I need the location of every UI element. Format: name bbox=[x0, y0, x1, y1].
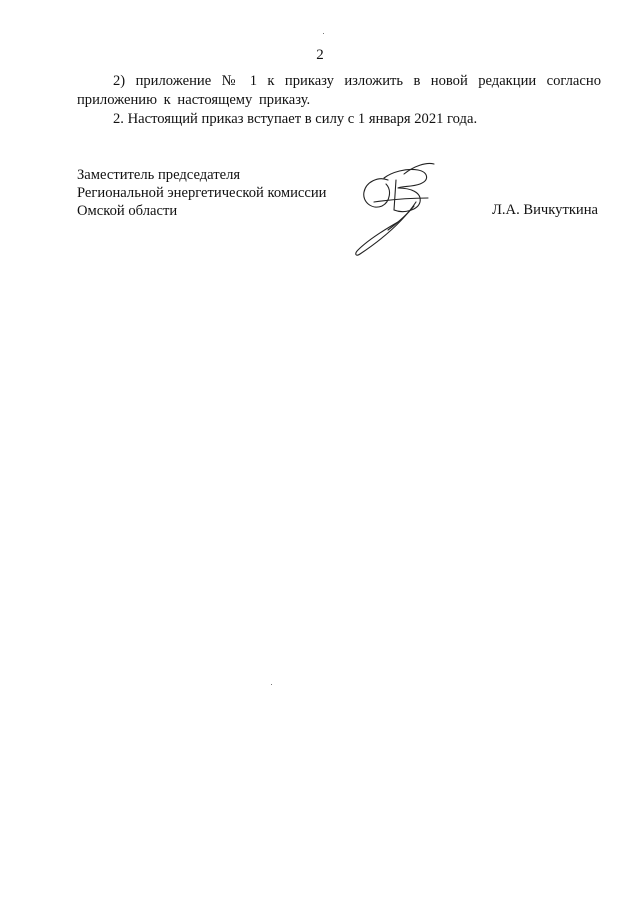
scan-speck bbox=[271, 684, 272, 685]
document-body bbox=[77, 72, 601, 129]
handwritten-signature bbox=[344, 158, 444, 262]
scan-speck bbox=[323, 33, 324, 34]
signatory-title-line: Заместитель председателя bbox=[77, 167, 241, 183]
paragraph-effective-date: 2. Настоящий приказ вступает в силу с 1 января 2021 года. bbox=[113, 111, 478, 127]
page-number: 2 bbox=[316, 47, 324, 63]
paragraph-amendment: 2) приложение № 1 к приказу изложить в новой редакции согласно приложению к настоящему приказу. bbox=[77, 73, 601, 108]
signer-name: Л.А. Вичкуткина bbox=[492, 202, 599, 218]
signatory-title-line: Омской области bbox=[77, 203, 178, 219]
signatory-title-line: Региональной энергетической комиссии bbox=[77, 185, 327, 201]
signatory-title bbox=[77, 166, 326, 220]
